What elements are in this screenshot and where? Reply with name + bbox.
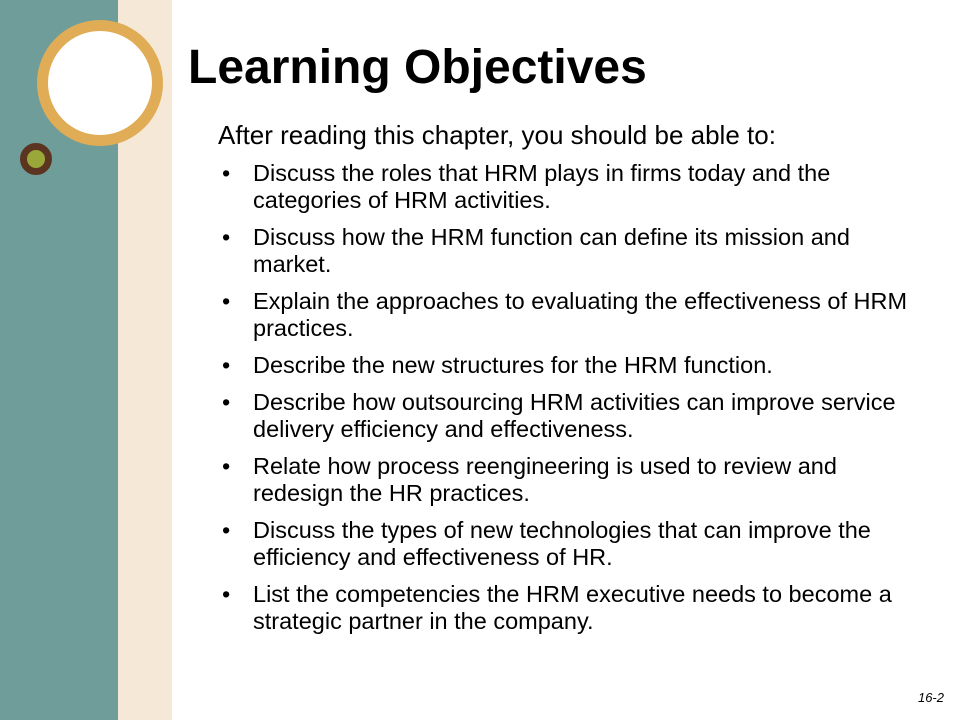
brown-ring-decoration [20,143,52,175]
objective-item [218,453,930,507]
bullet-marker: • [222,517,231,543]
bullet-marker: • [222,288,231,314]
bullet-marker: • [222,453,231,479]
bullet-marker: • [222,224,231,250]
intro-text: After reading this chapter, you should be able to: [218,120,776,150]
gold-ring-decoration [37,20,163,146]
slide-title: Learning Objectives [188,41,647,94]
page-number: 16-2 [917,690,944,705]
objective-text: Explain the approaches to evaluating the effectiveness of HRM practices. [253,288,908,341]
objective-text: Relate how process reengineering is used to review and redesign the HR practices. [253,453,837,506]
objective-text: Discuss the types of new technologies that can improve the efficiency and effectiveness of HR. [253,517,871,570]
bullet-marker: • [222,389,231,415]
objective-item [218,352,930,379]
objective-item [218,581,930,635]
bullet-marker: • [222,352,231,378]
objective-item [218,160,930,214]
objective-text: Describe the new structures for the HRM function. [253,352,773,378]
objective-text: Discuss how the HRM function can define its mission and market. [253,224,850,277]
bullet-marker: • [222,581,231,607]
objectives-list [218,160,930,645]
objective-item [218,288,930,342]
objective-item [218,224,930,278]
objective-item [218,517,930,571]
objective-text: Discuss the roles that HRM plays in firms today and the categories of HRM activities. [253,160,831,213]
bullet-marker: • [222,160,231,186]
objective-item [218,389,930,443]
objective-text: List the competencies the HRM executive needs to become a strategic partner in the company. [253,581,892,634]
objective-text: Describe how outsourcing HRM activities can improve service delivery efficiency and effectiveness. [253,389,896,442]
